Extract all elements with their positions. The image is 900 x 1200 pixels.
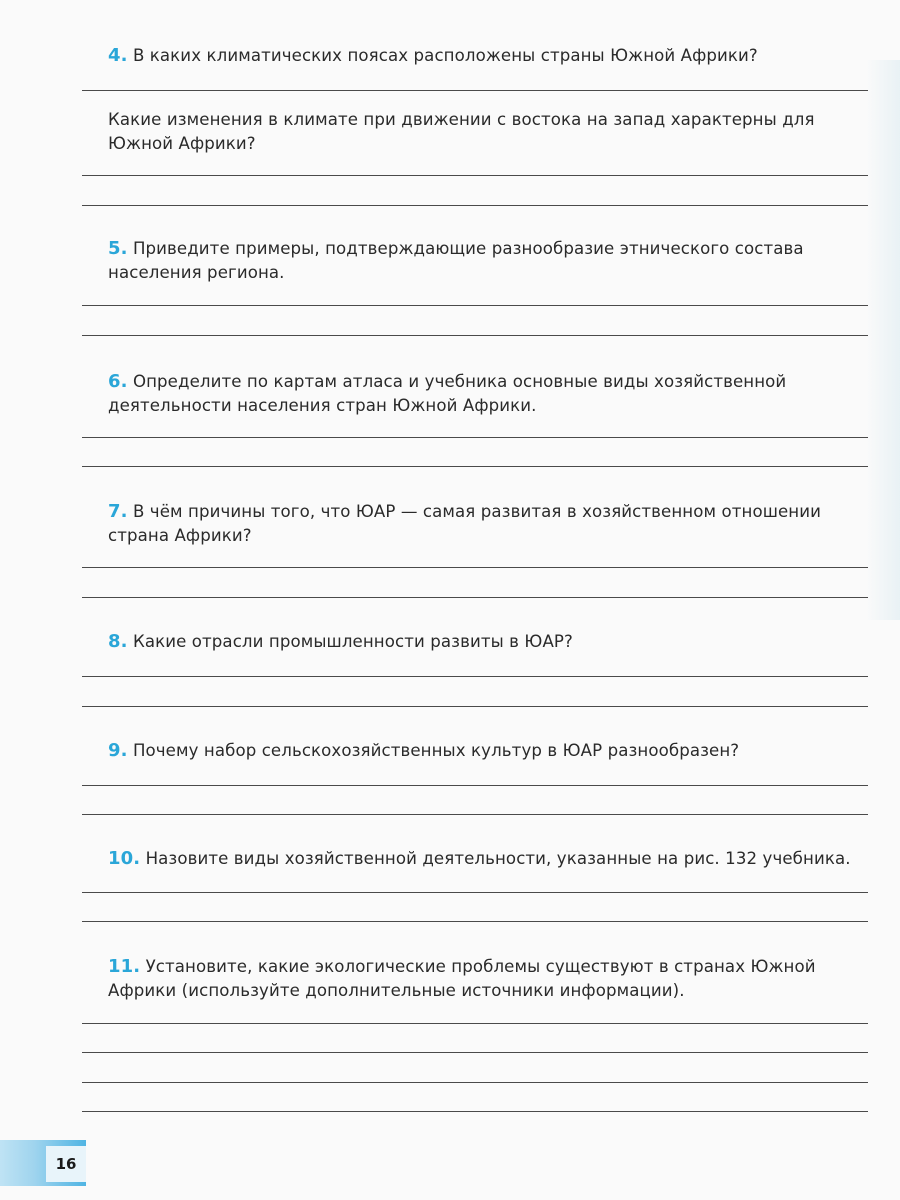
answer-line[interactable] xyxy=(82,466,868,467)
task-number: 11. xyxy=(108,956,141,977)
answer-line[interactable] xyxy=(82,437,868,438)
task-text: Какие отрасли промышленности развиты в ЮАР? xyxy=(132,632,573,651)
answer-line[interactable] xyxy=(82,1052,868,1053)
answer-line[interactable] xyxy=(82,597,868,598)
task-5 xyxy=(108,237,868,285)
answer-line[interactable] xyxy=(82,814,868,815)
answer-line[interactable] xyxy=(82,785,868,786)
task-4 xyxy=(108,44,868,68)
answer-line[interactable] xyxy=(82,676,868,677)
answer-line[interactable] xyxy=(82,706,868,707)
task-text: Почему набор сельскохозяйственных культур в ЮАР разнообразен? xyxy=(132,741,740,760)
page-edge-shadow xyxy=(866,60,900,620)
answer-line[interactable] xyxy=(82,205,868,206)
task-number: 4. xyxy=(108,45,128,66)
task-6 xyxy=(108,370,868,418)
task-number: 5. xyxy=(108,238,128,259)
task-number: 9. xyxy=(108,740,128,761)
task-text: Какие изменения в климате при движении с востока на запад характерны для Южной Африки? xyxy=(108,110,815,153)
task-7 xyxy=(108,500,868,548)
task-text: Приведите примеры, подтверждающие разнообразие этнического состава населения региона. xyxy=(108,239,804,282)
task-4-sub xyxy=(108,108,868,156)
answer-line[interactable] xyxy=(82,1111,868,1112)
task-text: Определите по картам атласа и учебника основные виды хозяйственной деятельности населения стран Южной Африки. xyxy=(108,372,787,415)
task-9 xyxy=(108,739,868,763)
task-11 xyxy=(108,955,868,1003)
task-text: В каких климатических поясах расположены страны Южной Африки? xyxy=(132,46,758,65)
task-number: 6. xyxy=(108,371,128,392)
answer-line[interactable] xyxy=(82,335,868,336)
task-text: В чём причины того, что ЮАР — самая развитая в хозяйственном отношении страна Африки? xyxy=(108,502,822,545)
task-number: 10. xyxy=(108,848,141,869)
task-text: Назовите виды хозяйственной деятельности, указанные на рис. 132 учебника. xyxy=(145,849,851,868)
task-number: 7. xyxy=(108,501,128,522)
task-10 xyxy=(108,847,868,871)
answer-line[interactable] xyxy=(82,567,868,568)
answer-line[interactable] xyxy=(82,892,868,893)
answer-line[interactable] xyxy=(82,305,868,306)
answer-line[interactable] xyxy=(82,921,868,922)
task-8 xyxy=(108,630,868,654)
task-number: 8. xyxy=(108,631,128,652)
answer-line[interactable] xyxy=(82,1023,868,1024)
page-number: 16 xyxy=(46,1146,86,1182)
task-text: Установите, какие экологические проблемы существуют в странах Южной Африки (используйте дополнительные источники информации). xyxy=(108,957,816,1000)
answer-line[interactable] xyxy=(82,1082,868,1083)
answer-line[interactable] xyxy=(82,90,868,91)
answer-line[interactable] xyxy=(82,175,868,176)
